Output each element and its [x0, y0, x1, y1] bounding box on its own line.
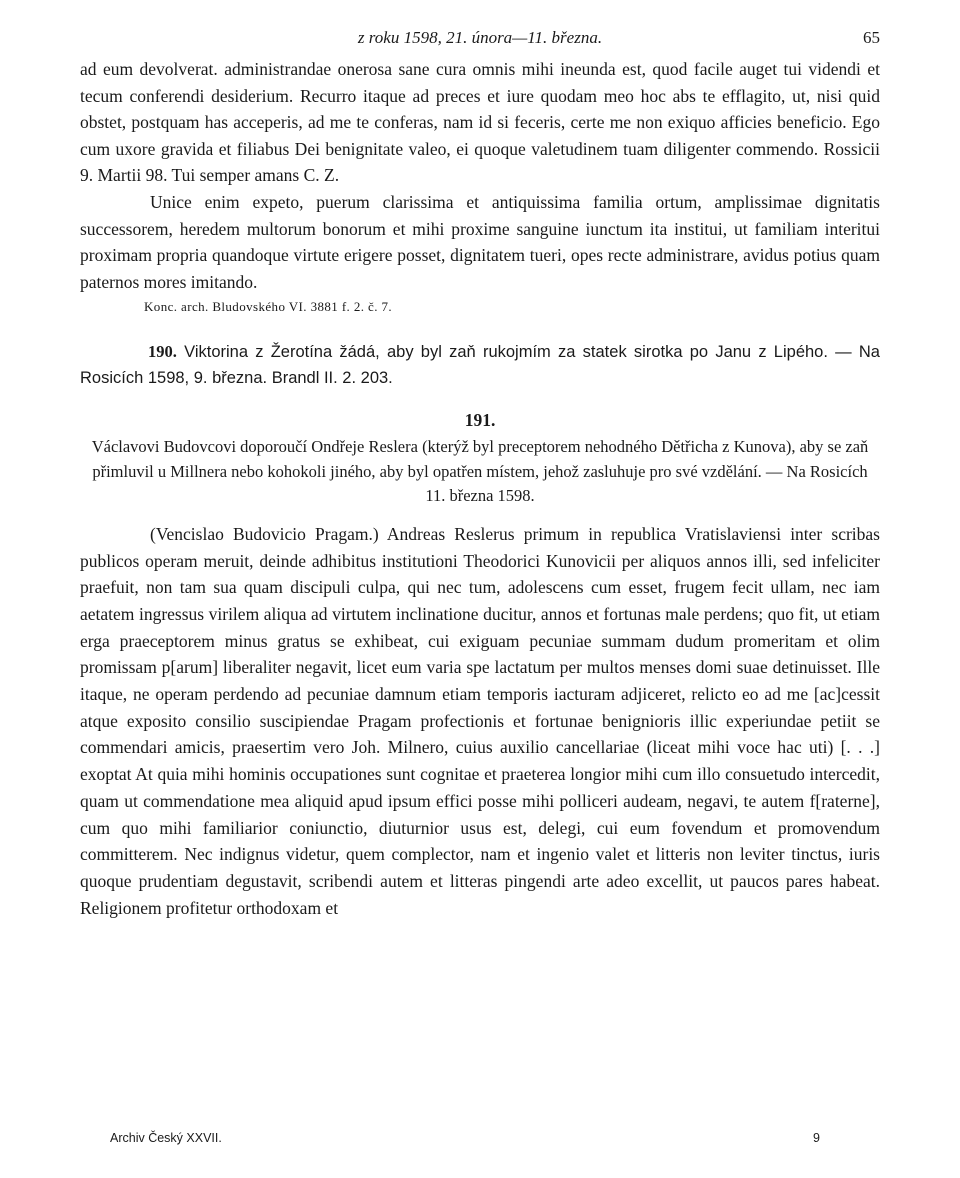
entry-191-number: 191. — [464, 410, 496, 431]
entry-190-text: Viktorina z Žerotína žádá, aby byl zaň rukojmím za statek sirotka po Janu z Lipého. — Na Rosicích 1598, 9. března. Brandl II. 2. 203. — [80, 343, 880, 388]
footer-signature-mark: 9 — [813, 1131, 820, 1145]
running-head — [80, 28, 880, 56]
document-page — [80, 28, 880, 921]
letter-189-source-note: Konc. arch. Bludovského VI. 3881 f. 2. č. 7. — [144, 299, 393, 315]
entry-191-regest: Václavovi Budovcovi doporoučí Ondřeje Reslera (kterýž byl preceptorem nehodného Dětřicha z Kunova), aby se zaň přimluvil u Millnera nebo kohokoli jiného, aby byl opatřen místem, jehož zasluhuje pro své vzdělání. — Na Rosicích 11. března 1598. — [91, 437, 869, 506]
running-head-title: z roku 1598, 21. února—11. března. — [357, 28, 603, 47]
letter-189-paragraph-1: ad eum devolverat. administrandae onerosa sane cura omnis mihi ineunda est, quod facile auget tui videndi et tecum conferendi desiderium. Recurro itaque ad preces et iure quodam meo hoc abs te efflagito, ut, nisi quid obstet, postquam has acceperis, ad me te conferas, nam id si feceris, certe me non exiquo afficies beneficio. Ego cum uxore gravida et filiabus Dei benignitate valeo, ei quoque valetudinem tuam diligenter commendo. Rossicii 9. Martii 98. Tui semper amans C. Z. — [80, 59, 880, 186]
letter-189-paragraph-2: Unice enim expeto, puerum clarissima et antiquissima familia ortum, amplissimae dignitatis successorem, heredem multorum bonorum et mihi proxime sanguine iunctum ita institui, ut familiam interitui proximam propria quandoque virtute erigere posset, dignitatem tueri, opes recte administrare, avidus potius quam paternos mores imitando. — [80, 191, 880, 292]
entry-191-letter-text: (Vencislao Budovicio Pragam.) Andreas Reslerus primum in republica Vratislaviensi inter scribas publicos operam meruit, deinde adhibitus institutioni Theodorici Kunovicii per aliquos annos illi, sed infeliciter praefuit, non tam sua quam discipuli culpa, qui nec tum, adolescens cum esset, frugem fecit ullam, nec iam aetatem ingressus virilem aliqua ad virtutem inclinatione ducitur, annos et fortunas male perdens; quo fit, ut etiam erga praeceptorem minus gratus se exhibeat, cui exiguam pecuniae summam dudum promeritam et olim promissam p[arum] liberaliter negavit, licet eum varia spe lactatum per multos menses domi suae detinuisset. Ille itaque, ne operam perdendo ad pecuniae damnum etiam temporis iacturam adjiceret, relicto eo ad me [ac]cessit atque exposito consilio suscipiendae Pragam profectionis et fortunae benignioris illic experiundae petiit se commendari amicis, praesertim vero Joh. Milnero, cuius auxilio cancellariae (liceat mihi voce hac uti) [. . .] exoptat At quia mihi hominis occupationes sunt cognitae et praeterea longior mihi cum illo consuetudo intercedit, quam ut commendatione mea aliquid apud ipsum effici posse mihi polliceri audeam, negavi, te autem f[raterne], cum quo mihi familiarior coniunctio, diuturnior usus est, delegi, cui eum fovendum et promovendum committerem. Nec indignus videtur, quem complector, nam et ingenio valet et litteris non leviter tinctus, iuris quoque prudentiam degustavit, scribendi autem et litteras pingendi arte adeo excellit, ut paucos pares habeat. Religionem profitetur orthodoxam et — [80, 523, 880, 918]
entry-190-number: 190. — [148, 342, 177, 362]
entry-190 — [80, 339, 880, 391]
page-number: 65 — [863, 28, 880, 47]
entry-191-body — [80, 521, 880, 922]
footer-series-title: Archiv Český XXVII. — [110, 1131, 222, 1145]
page-footer — [110, 1131, 820, 1145]
